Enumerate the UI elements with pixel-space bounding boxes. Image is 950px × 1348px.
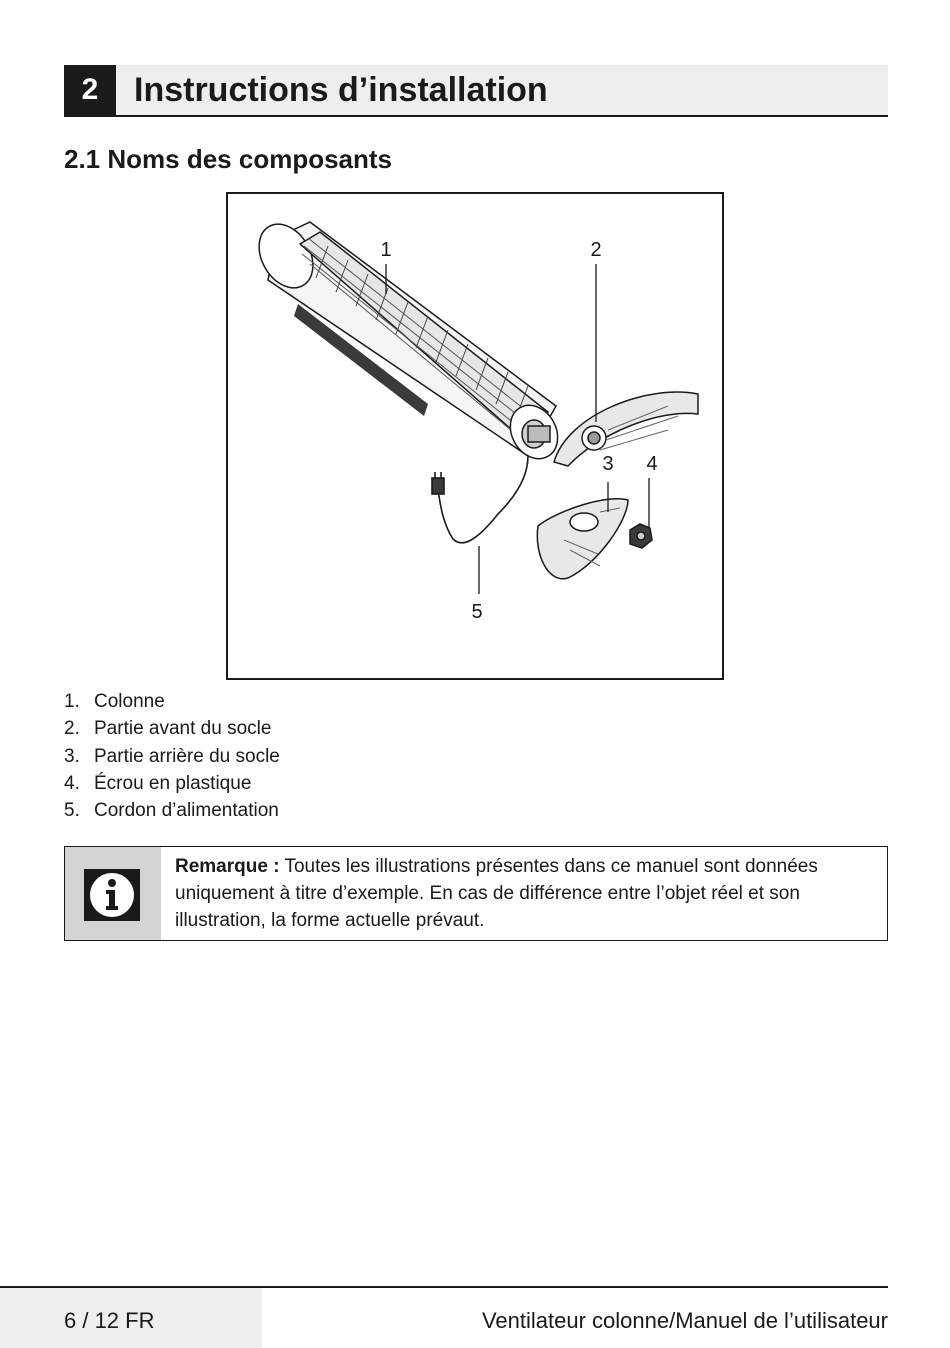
- note-body: Toutes les illustrations présentes dans ce manuel sont données uniquement à titre d’exemple. En cas de différence entre l’objet réel et son illustration, la forme actuelle prévaut.: [175, 856, 818, 931]
- list-item-label: Partie avant du socle: [94, 718, 272, 740]
- footer-document-title: Ventilateur colonne/Manuel de l’utilisateur: [481, 1308, 888, 1333]
- column-illustration: [248, 215, 567, 468]
- list-item-label: Colonne: [94, 691, 165, 712]
- front-base-illustration: [554, 392, 698, 466]
- list-item: [64, 688, 280, 715]
- list-item-label: Cordon d’alimentation: [94, 800, 279, 822]
- list-item-number: 3.: [64, 745, 80, 767]
- rear-base-illustration: [537, 499, 628, 579]
- list-item-number: 2.: [64, 718, 80, 740]
- note-label: Remarque :: [175, 856, 280, 877]
- list-item: [64, 743, 280, 770]
- list-item-number: 5.: [64, 800, 80, 822]
- footer-page-number: 6 / 12 FR: [64, 1308, 155, 1333]
- callout-2: 2: [590, 239, 602, 261]
- note-text: [175, 853, 875, 934]
- list-item: [64, 715, 280, 742]
- section-number: 2: [64, 65, 116, 115]
- parts-list: [64, 688, 280, 824]
- note-icon-cell: [65, 847, 161, 940]
- callout-5: 5: [471, 601, 483, 623]
- section-title: Instructions d’installation: [134, 71, 548, 109]
- callout-4: 4: [646, 453, 658, 475]
- subsection-title: 2.1 Noms des composants: [64, 144, 392, 174]
- info-icon: [84, 869, 140, 921]
- fan-exploded-view: [228, 194, 726, 682]
- list-item: [64, 770, 280, 797]
- section-header: [64, 65, 888, 117]
- list-item-number: 1.: [64, 691, 80, 712]
- callout-3: 3: [602, 453, 614, 475]
- list-item-label: Partie arrière du socle: [94, 745, 280, 767]
- note-box: [64, 846, 888, 941]
- components-figure: [226, 192, 724, 680]
- list-item: [64, 797, 280, 824]
- list-item-label: Écrou en plastique: [94, 772, 252, 794]
- power-cord-illustration: [432, 456, 528, 543]
- callout-1: 1: [380, 239, 392, 261]
- list-item-number: 4.: [64, 772, 80, 794]
